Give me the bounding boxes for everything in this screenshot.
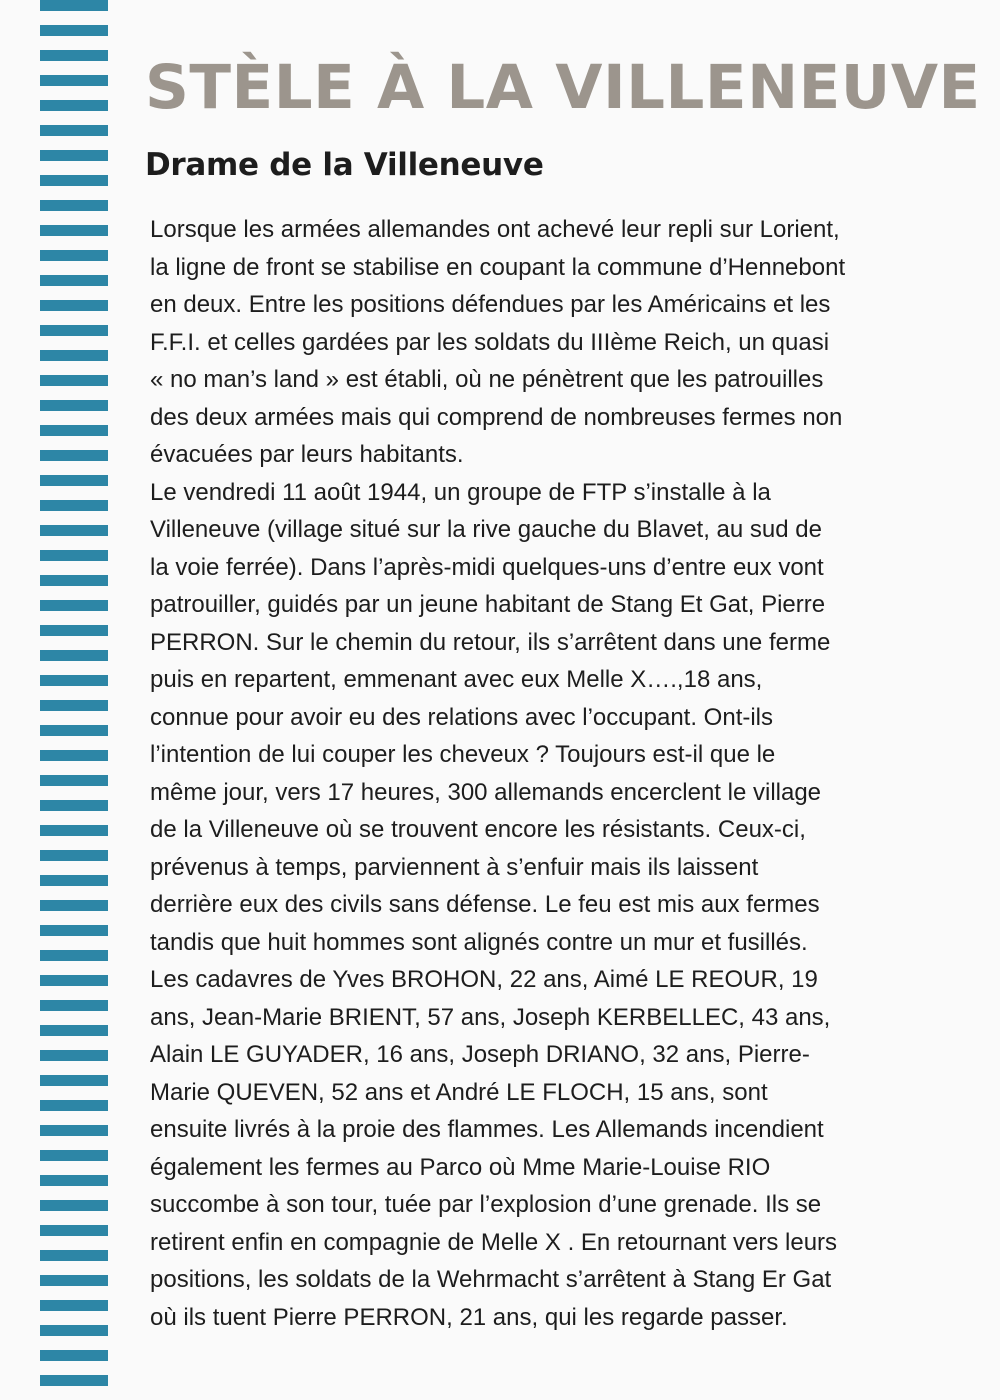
body-text-line: Villeneuve (village situé sur la rive gauche du Blavet, au sud de bbox=[150, 516, 822, 543]
body-text-line: ensuite livrés à la proie des flammes. Les Allemands incendient bbox=[150, 1116, 824, 1143]
body-text-line: en deux. Entre les positions défendues par les Américains et les bbox=[150, 291, 831, 318]
body-text-line: « no man’s land » est établi, où ne pénètrent que les patrouilles bbox=[150, 366, 824, 393]
body-text-line: tandis que huit hommes sont alignés contre un mur et fusillés. bbox=[150, 928, 808, 956]
body-text-line: ans, Jean-Marie BRIENT, 57 ans, Joseph KERBELLEC, 43 ans, bbox=[150, 1003, 831, 1031]
section-subtitle: Drame de la Villeneuve bbox=[145, 147, 544, 183]
body-text-line: succombe à son tour, tuée par l’explosion d’une grenade. Ils se bbox=[150, 1191, 822, 1218]
body-text-line: PERRON. Sur le chemin du retour, ils s’arrêtent dans une ferme bbox=[150, 628, 831, 656]
body-text-line: prévenus à temps, parviennent à s’enfuir mais ils laissent bbox=[150, 853, 759, 881]
body-text-line: l’intention de lui couper les cheveux ? Toujours est-il que le bbox=[150, 741, 776, 768]
body-text-line: retirent enfin en compagnie de Melle X . En retournant vers leurs bbox=[150, 1228, 838, 1256]
body-text-line: Les cadavres de Yves BROHON, 22 ans, Aimé LE REOUR, 19 bbox=[150, 966, 818, 993]
decorative-stripe-bar bbox=[40, 0, 108, 1400]
body-text-line: F.F.I. et celles gardées par les soldats du IIIème Reich, un quasi bbox=[150, 328, 830, 356]
body-paragraph bbox=[150, 211, 970, 1336]
body-text-line: patrouiller, guidés par un jeune habitant de Stang Et Gat, Pierre bbox=[150, 591, 826, 618]
body-text-line: Lorsque les armées allemandes ont achevé leur repli sur Lorient, bbox=[150, 216, 840, 243]
body-text-line: positions, les soldats de la Wehrmacht s’arrêtent à Stang Er Gat bbox=[150, 1266, 832, 1293]
body-text-line: même jour, vers 17 heures, 300 allemands encerclent le village bbox=[150, 778, 822, 806]
body-text-line: également les fermes au Parco où Mme Marie-Louise RIO bbox=[150, 1153, 771, 1181]
body-text-line: évacuées par leurs habitants. bbox=[150, 441, 464, 468]
body-text-line: la ligne de front se stabilise en coupant la commune d’Hennebont bbox=[150, 253, 846, 281]
page-title: STÈLE À LA VILLENEUVE bbox=[145, 52, 981, 123]
body-text-line: connue pour avoir eu des relations avec l’occupant. Ont-ils bbox=[150, 703, 774, 731]
body-text-line: derrière eux des civils sans défense. Le feu est mis aux fermes bbox=[150, 891, 820, 918]
body-text-line: de la Villeneuve où se trouvent encore les résistants. Ceux-ci, bbox=[150, 816, 806, 843]
body-text-line: puis en repartent, emmenant avec eux Melle X….,18 ans, bbox=[150, 666, 763, 693]
body-text-line: Alain LE GUYADER, 16 ans, Joseph DRIANO, 32 ans, Pierre- bbox=[150, 1041, 810, 1068]
body-text-line: Marie QUEVEN, 52 ans et André LE FLOCH, 15 ans, sont bbox=[150, 1078, 768, 1106]
body-text-line: où ils tuent Pierre PERRON, 21 ans, qui les regarde passer. bbox=[150, 1303, 788, 1331]
body-text-line: des deux armées mais qui comprend de nombreuses fermes non bbox=[150, 403, 843, 431]
body-text-line: la voie ferrée). Dans l’après-midi quelques-uns d’entre eux vont bbox=[150, 553, 824, 581]
body-text-line: Le vendredi 11 août 1944, un groupe de FTP s’installe à la bbox=[150, 478, 771, 506]
